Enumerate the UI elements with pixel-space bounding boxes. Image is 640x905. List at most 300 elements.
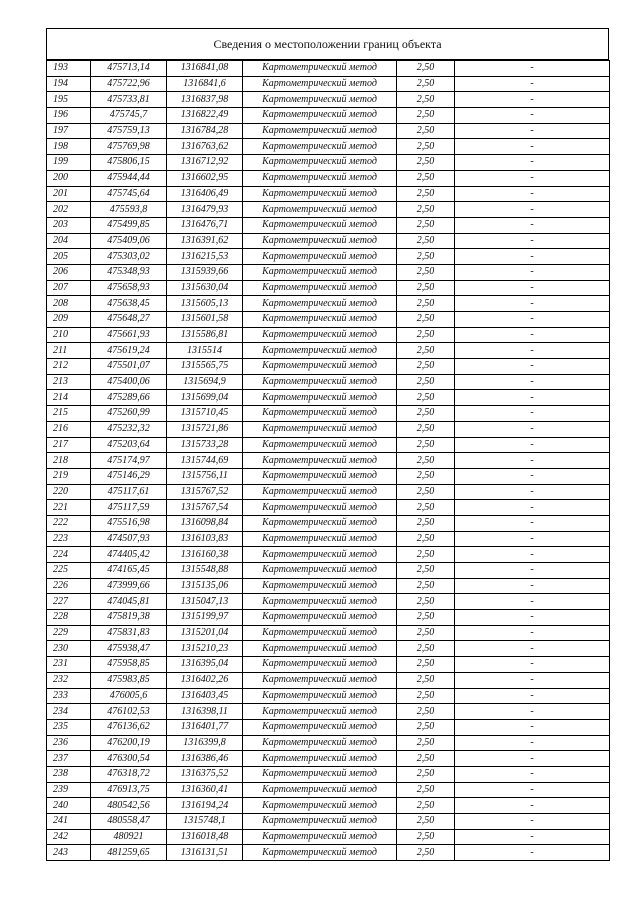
y-coordinate-cell: 1316131,51 bbox=[167, 845, 243, 861]
x-coordinate-cell: 475713,14 bbox=[91, 61, 167, 77]
table-row bbox=[47, 249, 610, 265]
method-cell: Картометрический метод bbox=[243, 751, 397, 767]
method-cell: Картометрический метод bbox=[243, 327, 397, 343]
x-coordinate-cell: 475499,85 bbox=[91, 217, 167, 233]
method-cell: Картометрический метод bbox=[243, 202, 397, 218]
x-coordinate-cell: 475232,32 bbox=[91, 421, 167, 437]
accuracy-cell: 2,50 bbox=[397, 186, 455, 202]
description-cell: - bbox=[455, 249, 610, 265]
point-number-cell: 232 bbox=[47, 672, 91, 688]
description-cell: - bbox=[455, 296, 610, 312]
point-number-cell: 233 bbox=[47, 688, 91, 704]
x-coordinate-cell: 475303,02 bbox=[91, 249, 167, 265]
accuracy-cell: 2,50 bbox=[397, 61, 455, 77]
description-cell: - bbox=[455, 170, 610, 186]
y-coordinate-cell: 1316837,98 bbox=[167, 92, 243, 108]
method-cell: Картометрический метод bbox=[243, 798, 397, 814]
accuracy-cell: 2,50 bbox=[397, 704, 455, 720]
table-row bbox=[47, 719, 610, 735]
accuracy-cell: 2,50 bbox=[397, 217, 455, 233]
point-number-cell: 198 bbox=[47, 139, 91, 155]
accuracy-cell: 2,50 bbox=[397, 233, 455, 249]
table-row bbox=[47, 61, 610, 77]
accuracy-cell: 2,50 bbox=[397, 312, 455, 328]
y-coordinate-cell: 1315047,13 bbox=[167, 594, 243, 610]
point-number-cell: 220 bbox=[47, 484, 91, 500]
y-coordinate-cell: 1316194,24 bbox=[167, 798, 243, 814]
point-number-cell: 235 bbox=[47, 719, 91, 735]
description-cell: - bbox=[455, 563, 610, 579]
accuracy-cell: 2,50 bbox=[397, 547, 455, 563]
x-coordinate-cell: 476102,53 bbox=[91, 704, 167, 720]
description-cell: - bbox=[455, 76, 610, 92]
table-row bbox=[47, 155, 610, 171]
description-cell: - bbox=[455, 672, 610, 688]
point-number-cell: 239 bbox=[47, 782, 91, 798]
point-number-cell: 195 bbox=[47, 92, 91, 108]
method-cell: Картометрический метод bbox=[243, 453, 397, 469]
y-coordinate-cell: 1315721,86 bbox=[167, 421, 243, 437]
method-cell: Картометрический метод bbox=[243, 359, 397, 375]
accuracy-cell: 2,50 bbox=[397, 92, 455, 108]
y-coordinate-cell: 1315601,58 bbox=[167, 312, 243, 328]
accuracy-cell: 2,50 bbox=[397, 202, 455, 218]
description-cell: - bbox=[455, 641, 610, 657]
point-number-cell: 197 bbox=[47, 123, 91, 139]
accuracy-cell: 2,50 bbox=[397, 563, 455, 579]
method-cell: Картометрический метод bbox=[243, 170, 397, 186]
x-coordinate-cell: 475661,93 bbox=[91, 327, 167, 343]
accuracy-cell: 2,50 bbox=[397, 515, 455, 531]
method-cell: Картометрический метод bbox=[243, 500, 397, 516]
x-coordinate-cell: 475516,98 bbox=[91, 515, 167, 531]
point-number-cell: 217 bbox=[47, 437, 91, 453]
method-cell: Картометрический метод bbox=[243, 468, 397, 484]
description-cell: - bbox=[455, 406, 610, 422]
table-row bbox=[47, 76, 610, 92]
y-coordinate-cell: 1316402,26 bbox=[167, 672, 243, 688]
y-coordinate-cell: 1315748,1 bbox=[167, 814, 243, 830]
accuracy-cell: 2,50 bbox=[397, 139, 455, 155]
point-number-cell: 200 bbox=[47, 170, 91, 186]
description-cell: - bbox=[455, 578, 610, 594]
y-coordinate-cell: 1316360,41 bbox=[167, 782, 243, 798]
description-cell: - bbox=[455, 704, 610, 720]
method-cell: Картометрический метод bbox=[243, 406, 397, 422]
y-coordinate-cell: 1315767,54 bbox=[167, 500, 243, 516]
table-row bbox=[47, 672, 610, 688]
point-number-cell: 207 bbox=[47, 280, 91, 296]
method-cell: Картометрический метод bbox=[243, 92, 397, 108]
method-cell: Картометрический метод bbox=[243, 531, 397, 547]
description-cell: - bbox=[455, 186, 610, 202]
point-number-cell: 204 bbox=[47, 233, 91, 249]
point-number-cell: 225 bbox=[47, 563, 91, 579]
y-coordinate-cell: 1316398,11 bbox=[167, 704, 243, 720]
table-row bbox=[47, 814, 610, 830]
x-coordinate-cell: 475117,59 bbox=[91, 500, 167, 516]
accuracy-cell: 2,50 bbox=[397, 672, 455, 688]
table-row bbox=[47, 641, 610, 657]
accuracy-cell: 2,50 bbox=[397, 249, 455, 265]
x-coordinate-cell: 475260,99 bbox=[91, 406, 167, 422]
method-cell: Картометрический метод bbox=[243, 343, 397, 359]
point-number-cell: 224 bbox=[47, 547, 91, 563]
description-cell: - bbox=[455, 61, 610, 77]
x-coordinate-cell: 475648,27 bbox=[91, 312, 167, 328]
table-row bbox=[47, 782, 610, 798]
method-cell: Картометрический метод bbox=[243, 217, 397, 233]
table-row bbox=[47, 170, 610, 186]
accuracy-cell: 2,50 bbox=[397, 374, 455, 390]
table-title: Сведения о местоположении границ объекта bbox=[46, 28, 609, 60]
method-cell: Картометрический метод bbox=[243, 484, 397, 500]
description-cell: - bbox=[455, 610, 610, 626]
accuracy-cell: 2,50 bbox=[397, 829, 455, 845]
accuracy-cell: 2,50 bbox=[397, 170, 455, 186]
method-cell: Картометрический метод bbox=[243, 296, 397, 312]
description-cell: - bbox=[455, 327, 610, 343]
method-cell: Картометрический метод bbox=[243, 766, 397, 782]
y-coordinate-cell: 1316391,62 bbox=[167, 233, 243, 249]
description-cell: - bbox=[455, 814, 610, 830]
description-cell: - bbox=[455, 829, 610, 845]
description-cell: - bbox=[455, 359, 610, 375]
x-coordinate-cell: 474405,42 bbox=[91, 547, 167, 563]
method-cell: Картометрический метод bbox=[243, 374, 397, 390]
description-cell: - bbox=[455, 500, 610, 516]
x-coordinate-cell: 480921 bbox=[91, 829, 167, 845]
y-coordinate-cell: 1315756,11 bbox=[167, 468, 243, 484]
table-row bbox=[47, 594, 610, 610]
x-coordinate-cell: 475806,15 bbox=[91, 155, 167, 171]
accuracy-cell: 2,50 bbox=[397, 814, 455, 830]
table-row bbox=[47, 108, 610, 124]
method-cell: Картометрический метод bbox=[243, 264, 397, 280]
x-coordinate-cell: 474165,45 bbox=[91, 563, 167, 579]
y-coordinate-cell: 1316103,83 bbox=[167, 531, 243, 547]
description-cell: - bbox=[455, 782, 610, 798]
method-cell: Картометрический метод bbox=[243, 280, 397, 296]
method-cell: Картометрический метод bbox=[243, 672, 397, 688]
document-page bbox=[46, 28, 609, 861]
method-cell: Картометрический метод bbox=[243, 249, 397, 265]
method-cell: Картометрический метод bbox=[243, 610, 397, 626]
table-row bbox=[47, 343, 610, 359]
table-row bbox=[47, 829, 610, 845]
table-row bbox=[47, 751, 610, 767]
point-number-cell: 241 bbox=[47, 814, 91, 830]
table-row bbox=[47, 500, 610, 516]
description-cell: - bbox=[455, 515, 610, 531]
table-row bbox=[47, 704, 610, 720]
description-cell: - bbox=[455, 547, 610, 563]
table-row bbox=[47, 92, 610, 108]
accuracy-cell: 2,50 bbox=[397, 782, 455, 798]
x-coordinate-cell: 475658,93 bbox=[91, 280, 167, 296]
description-cell: - bbox=[455, 108, 610, 124]
y-coordinate-cell: 1316215,53 bbox=[167, 249, 243, 265]
accuracy-cell: 2,50 bbox=[397, 610, 455, 626]
x-coordinate-cell: 474045,81 bbox=[91, 594, 167, 610]
method-cell: Картометрический метод bbox=[243, 421, 397, 437]
accuracy-cell: 2,50 bbox=[397, 484, 455, 500]
point-number-cell: 211 bbox=[47, 343, 91, 359]
description-cell: - bbox=[455, 845, 610, 861]
description-cell: - bbox=[455, 123, 610, 139]
table-row bbox=[47, 390, 610, 406]
x-coordinate-cell: 475938,47 bbox=[91, 641, 167, 657]
method-cell: Картометрический метод bbox=[243, 233, 397, 249]
accuracy-cell: 2,50 bbox=[397, 437, 455, 453]
point-number-cell: 213 bbox=[47, 374, 91, 390]
table-row bbox=[47, 531, 610, 547]
x-coordinate-cell: 475831,83 bbox=[91, 625, 167, 641]
method-cell: Картометрический метод bbox=[243, 688, 397, 704]
y-coordinate-cell: 1315201,04 bbox=[167, 625, 243, 641]
description-cell: - bbox=[455, 280, 610, 296]
y-coordinate-cell: 1315710,45 bbox=[167, 406, 243, 422]
y-coordinate-cell: 1315630,04 bbox=[167, 280, 243, 296]
y-coordinate-cell: 1316401,77 bbox=[167, 719, 243, 735]
method-cell: Картометрический метод bbox=[243, 61, 397, 77]
point-number-cell: 206 bbox=[47, 264, 91, 280]
y-coordinate-cell: 1315548,88 bbox=[167, 563, 243, 579]
accuracy-cell: 2,50 bbox=[397, 625, 455, 641]
point-number-cell: 201 bbox=[47, 186, 91, 202]
y-coordinate-cell: 1316375,52 bbox=[167, 766, 243, 782]
x-coordinate-cell: 475348,93 bbox=[91, 264, 167, 280]
accuracy-cell: 2,50 bbox=[397, 751, 455, 767]
point-number-cell: 212 bbox=[47, 359, 91, 375]
table-row bbox=[47, 515, 610, 531]
point-number-cell: 243 bbox=[47, 845, 91, 861]
x-coordinate-cell: 475400,06 bbox=[91, 374, 167, 390]
point-number-cell: 209 bbox=[47, 312, 91, 328]
table-row bbox=[47, 578, 610, 594]
accuracy-cell: 2,50 bbox=[397, 280, 455, 296]
y-coordinate-cell: 1315565,75 bbox=[167, 359, 243, 375]
point-number-cell: 238 bbox=[47, 766, 91, 782]
method-cell: Картометрический метод bbox=[243, 437, 397, 453]
table-row bbox=[47, 406, 610, 422]
y-coordinate-cell: 1316841,6 bbox=[167, 76, 243, 92]
method-cell: Картометрический метод bbox=[243, 515, 397, 531]
accuracy-cell: 2,50 bbox=[397, 845, 455, 861]
accuracy-cell: 2,50 bbox=[397, 327, 455, 343]
point-number-cell: 230 bbox=[47, 641, 91, 657]
accuracy-cell: 2,50 bbox=[397, 468, 455, 484]
point-number-cell: 193 bbox=[47, 61, 91, 77]
table-row bbox=[47, 327, 610, 343]
description-cell: - bbox=[455, 484, 610, 500]
point-number-cell: 208 bbox=[47, 296, 91, 312]
method-cell: Картометрический метод bbox=[243, 641, 397, 657]
point-number-cell: 227 bbox=[47, 594, 91, 610]
y-coordinate-cell: 1316763,62 bbox=[167, 139, 243, 155]
description-cell: - bbox=[455, 421, 610, 437]
method-cell: Картометрический метод bbox=[243, 782, 397, 798]
x-coordinate-cell: 476200,19 bbox=[91, 735, 167, 751]
x-coordinate-cell: 475722,96 bbox=[91, 76, 167, 92]
x-coordinate-cell: 476318,72 bbox=[91, 766, 167, 782]
accuracy-cell: 2,50 bbox=[397, 641, 455, 657]
accuracy-cell: 2,50 bbox=[397, 76, 455, 92]
description-cell: - bbox=[455, 468, 610, 484]
y-coordinate-cell: 1316160,38 bbox=[167, 547, 243, 563]
x-coordinate-cell: 475733,81 bbox=[91, 92, 167, 108]
x-coordinate-cell: 473999,66 bbox=[91, 578, 167, 594]
table-row bbox=[47, 610, 610, 626]
accuracy-cell: 2,50 bbox=[397, 719, 455, 735]
x-coordinate-cell: 475203,64 bbox=[91, 437, 167, 453]
y-coordinate-cell: 1315514 bbox=[167, 343, 243, 359]
y-coordinate-cell: 1315135,06 bbox=[167, 578, 243, 594]
y-coordinate-cell: 1316406,49 bbox=[167, 186, 243, 202]
description-cell: - bbox=[455, 217, 610, 233]
description-cell: - bbox=[455, 233, 610, 249]
table-row bbox=[47, 845, 610, 861]
method-cell: Картометрический метод bbox=[243, 139, 397, 155]
y-coordinate-cell: 1316602,95 bbox=[167, 170, 243, 186]
table-row bbox=[47, 280, 610, 296]
table-row bbox=[47, 625, 610, 641]
accuracy-cell: 2,50 bbox=[397, 500, 455, 516]
y-coordinate-cell: 1315199,97 bbox=[167, 610, 243, 626]
y-coordinate-cell: 1316712,92 bbox=[167, 155, 243, 171]
table-row bbox=[47, 563, 610, 579]
table-row bbox=[47, 657, 610, 673]
point-number-cell: 218 bbox=[47, 453, 91, 469]
point-number-cell: 240 bbox=[47, 798, 91, 814]
y-coordinate-cell: 1316018,48 bbox=[167, 829, 243, 845]
description-cell: - bbox=[455, 735, 610, 751]
x-coordinate-cell: 475501,07 bbox=[91, 359, 167, 375]
x-coordinate-cell: 475146,29 bbox=[91, 468, 167, 484]
description-cell: - bbox=[455, 766, 610, 782]
y-coordinate-cell: 1315939,66 bbox=[167, 264, 243, 280]
method-cell: Картометрический метод bbox=[243, 735, 397, 751]
y-coordinate-cell: 1315694,9 bbox=[167, 374, 243, 390]
accuracy-cell: 2,50 bbox=[397, 421, 455, 437]
accuracy-cell: 2,50 bbox=[397, 766, 455, 782]
point-number-cell: 229 bbox=[47, 625, 91, 641]
description-cell: - bbox=[455, 202, 610, 218]
x-coordinate-cell: 475593,8 bbox=[91, 202, 167, 218]
table-row bbox=[47, 798, 610, 814]
x-coordinate-cell: 476005,6 bbox=[91, 688, 167, 704]
accuracy-cell: 2,50 bbox=[397, 264, 455, 280]
x-coordinate-cell: 476300,54 bbox=[91, 751, 167, 767]
boundary-coordinates-table bbox=[46, 60, 610, 861]
y-coordinate-cell: 1316479,93 bbox=[167, 202, 243, 218]
accuracy-cell: 2,50 bbox=[397, 390, 455, 406]
table-row bbox=[47, 484, 610, 500]
table-row bbox=[47, 202, 610, 218]
method-cell: Картометрический метод bbox=[243, 719, 397, 735]
y-coordinate-cell: 1316399,8 bbox=[167, 735, 243, 751]
table-row bbox=[47, 468, 610, 484]
x-coordinate-cell: 475759,13 bbox=[91, 123, 167, 139]
table-row bbox=[47, 296, 610, 312]
method-cell: Картометрический метод bbox=[243, 845, 397, 861]
method-cell: Картометрический метод bbox=[243, 155, 397, 171]
method-cell: Картометрический метод bbox=[243, 390, 397, 406]
x-coordinate-cell: 480558,47 bbox=[91, 814, 167, 830]
accuracy-cell: 2,50 bbox=[397, 531, 455, 547]
table-row bbox=[47, 217, 610, 233]
description-cell: - bbox=[455, 531, 610, 547]
table-row bbox=[47, 453, 610, 469]
point-number-cell: 196 bbox=[47, 108, 91, 124]
y-coordinate-cell: 1316403,45 bbox=[167, 688, 243, 704]
accuracy-cell: 2,50 bbox=[397, 296, 455, 312]
point-number-cell: 222 bbox=[47, 515, 91, 531]
x-coordinate-cell: 475619,24 bbox=[91, 343, 167, 359]
accuracy-cell: 2,50 bbox=[397, 343, 455, 359]
accuracy-cell: 2,50 bbox=[397, 594, 455, 610]
description-cell: - bbox=[455, 719, 610, 735]
x-coordinate-cell: 475745,7 bbox=[91, 108, 167, 124]
point-number-cell: 210 bbox=[47, 327, 91, 343]
description-cell: - bbox=[455, 437, 610, 453]
point-number-cell: 242 bbox=[47, 829, 91, 845]
accuracy-cell: 2,50 bbox=[397, 359, 455, 375]
y-coordinate-cell: 1316841,08 bbox=[167, 61, 243, 77]
method-cell: Картометрический метод bbox=[243, 123, 397, 139]
accuracy-cell: 2,50 bbox=[397, 406, 455, 422]
point-number-cell: 228 bbox=[47, 610, 91, 626]
method-cell: Картометрический метод bbox=[243, 186, 397, 202]
x-coordinate-cell: 475944,44 bbox=[91, 170, 167, 186]
y-coordinate-cell: 1315699,04 bbox=[167, 390, 243, 406]
x-coordinate-cell: 474507,93 bbox=[91, 531, 167, 547]
y-coordinate-cell: 1315586,81 bbox=[167, 327, 243, 343]
accuracy-cell: 2,50 bbox=[397, 798, 455, 814]
method-cell: Картометрический метод bbox=[243, 563, 397, 579]
description-cell: - bbox=[455, 657, 610, 673]
point-number-cell: 221 bbox=[47, 500, 91, 516]
x-coordinate-cell: 480542,56 bbox=[91, 798, 167, 814]
x-coordinate-cell: 475983,85 bbox=[91, 672, 167, 688]
accuracy-cell: 2,50 bbox=[397, 735, 455, 751]
method-cell: Картометрический метод bbox=[243, 704, 397, 720]
x-coordinate-cell: 475174,97 bbox=[91, 453, 167, 469]
table-body bbox=[47, 61, 610, 861]
point-number-cell: 219 bbox=[47, 468, 91, 484]
point-number-cell: 216 bbox=[47, 421, 91, 437]
accuracy-cell: 2,50 bbox=[397, 657, 455, 673]
method-cell: Картометрический метод bbox=[243, 625, 397, 641]
y-coordinate-cell: 1315733,28 bbox=[167, 437, 243, 453]
accuracy-cell: 2,50 bbox=[397, 688, 455, 704]
method-cell: Картометрический метод bbox=[243, 547, 397, 563]
y-coordinate-cell: 1316476,71 bbox=[167, 217, 243, 233]
point-number-cell: 205 bbox=[47, 249, 91, 265]
method-cell: Картометрический метод bbox=[243, 814, 397, 830]
table-row bbox=[47, 735, 610, 751]
table-row bbox=[47, 547, 610, 563]
y-coordinate-cell: 1316822,49 bbox=[167, 108, 243, 124]
description-cell: - bbox=[455, 625, 610, 641]
point-number-cell: 214 bbox=[47, 390, 91, 406]
y-coordinate-cell: 1316098,84 bbox=[167, 515, 243, 531]
y-coordinate-cell: 1316386,46 bbox=[167, 751, 243, 767]
description-cell: - bbox=[455, 594, 610, 610]
accuracy-cell: 2,50 bbox=[397, 155, 455, 171]
accuracy-cell: 2,50 bbox=[397, 123, 455, 139]
y-coordinate-cell: 1315767,52 bbox=[167, 484, 243, 500]
